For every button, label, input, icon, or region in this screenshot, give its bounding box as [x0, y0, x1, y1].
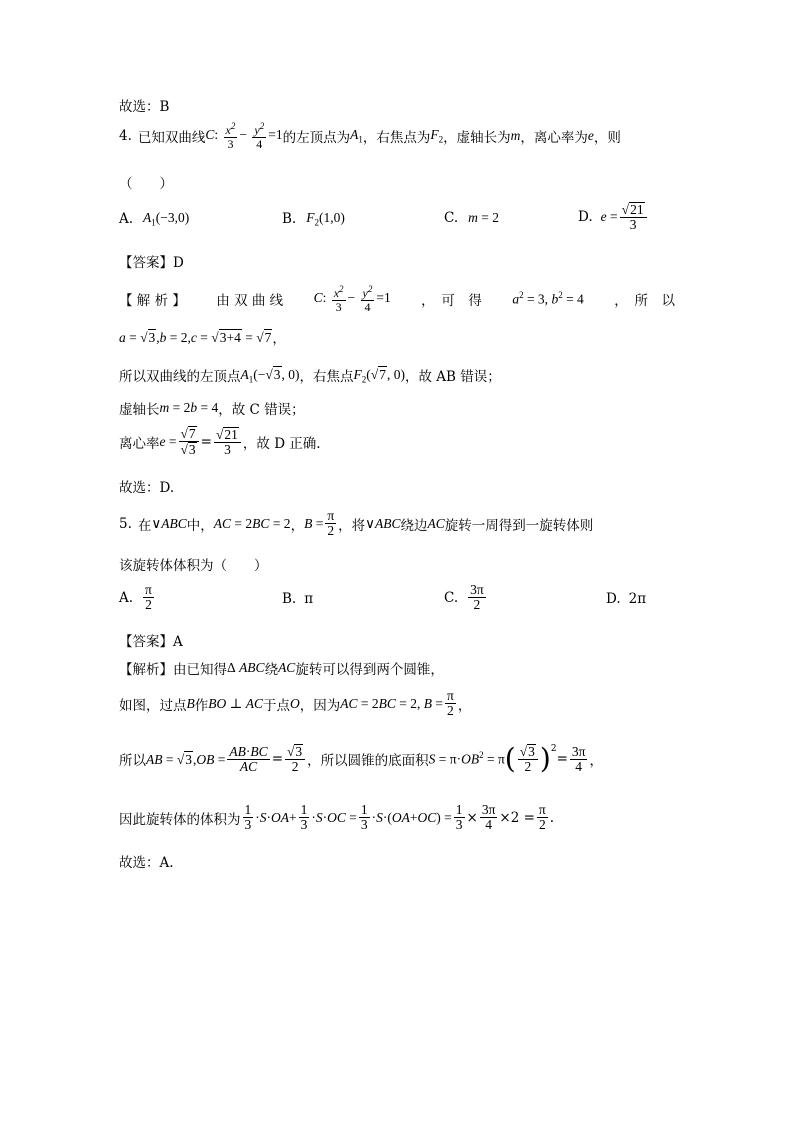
q4-analysis-text2: ， 可 得: [421, 293, 482, 310]
q5-given-frac: $\frac{\pi}{2}$: [447, 688, 454, 719]
q5-stem-mid1: 中，: [186, 517, 214, 534]
q5-number: 5.: [119, 515, 132, 532]
q5-option-b-value: π: [304, 591, 314, 607]
q4-d-correct-text: ，故 D 正确.: [242, 435, 321, 452]
q4-paren-text: （ ）: [119, 176, 173, 192]
q4-option-d: [578, 202, 649, 232]
q5-given-eq: AC = 2BC = 2, B =: [340, 695, 443, 711]
q5-analysis-line2: 如图，过点 B 作 BO ⊥ AC 于点 O ，因为 AC = 2BC = 2, B = $\frac{\pi}{2}$ ，: [119, 688, 472, 719]
q5-answer-text: 【答案】A: [119, 634, 183, 650]
q5-triangle1: ∨ABC: [151, 515, 187, 531]
q4-stem: [119, 122, 621, 150]
q4-stem-pre: 已知双曲线: [137, 130, 206, 147]
q5-b-eq: B =: [304, 515, 324, 531]
q4-stem-mid4: ，离心率为: [520, 130, 588, 147]
q4-hyperbola-eq: C: $\frac{x^2}{3}$ − $\frac{y^2}{4}$ =1: [205, 121, 283, 151]
q5-ac: AC: [427, 515, 445, 531]
q5-stem-mid4: 绕边: [400, 517, 428, 534]
q5-ac-eq: AC = 2BC = 2: [213, 515, 291, 531]
q4-m: m: [510, 128, 521, 144]
q4-a1: $A_1$: [350, 127, 363, 145]
q5-option-c-label: C.: [444, 589, 459, 606]
q4-analysis-text1: 由 双 曲 线: [216, 293, 284, 310]
q4-stem-mid2: ，右焦点为: [362, 130, 431, 147]
q5-conclusion: [119, 851, 174, 871]
q3-conclusion-text: 故选：B: [119, 99, 170, 115]
q5-option-c: [444, 583, 488, 612]
q4-analysis-label: 【 解 析 】: [119, 293, 186, 310]
q5-vol-result: $\frac{\pi}{2}$: [538, 802, 546, 833]
q4-option-b-value: $F_2(1,0)$: [306, 210, 345, 228]
q4-imag-axis-math: m = 2b = 4: [159, 400, 219, 415]
q4-abc-values: a = √ 3 ,b = 2,c = √ 3+4 = √ 7: [119, 329, 272, 345]
q4-analysis-eq: C: $\frac{x^2}{3}$ − $\frac{y^2}{4}$ =1: [313, 284, 391, 314]
q5-vol-term2: ·S·OC =: [311, 809, 357, 825]
q5-analysis-line3: 所以 AB = √ 3 ,OB = $\frac{AB\cdot BC}{AC}$ = √ 3 2 ，所以圆锥的底面积 $S = \pi\cdot OB^2 = \pi$ ( √ 3 2 ) $^2$ = $\frac{3\pi}{4}$ ，: [119, 742, 603, 776]
q5-ab-ob: AB = √ 3 ,OB =: [146, 751, 226, 767]
q4-right-focus-text: ，右焦点: [299, 369, 354, 385]
q4-answer: [119, 251, 184, 271]
q5-bo-perp: BO ⊥ AC: [208, 695, 263, 711]
q5-option-b: [282, 591, 313, 607]
q5-line2-mid1: 作: [194, 697, 209, 714]
q5-option-d-label: D.: [606, 591, 621, 607]
q5-line3-pre: 所以: [119, 753, 146, 770]
q5-conclusion-text: 故选：A.: [119, 855, 174, 871]
q5-area-eq: $S = \pi\cdot OB^2 = \pi$: [428, 750, 505, 767]
q5-line3-mid: ，所以圆锥的底面积: [307, 753, 429, 770]
q4-analysis-ab: $a^2 = 3$, $b^2 = 4$: [512, 290, 584, 307]
q4-analysis-line4: [119, 398, 305, 418]
q5-vol-term1: ·S·OA+: [255, 809, 297, 825]
q5-stem-mid3: ，将: [338, 517, 366, 534]
q4-analysis-line2: a = √ 3 ,b = 2,c = √ 3+4 = √ 7 ，: [119, 329, 286, 347]
q4-analysis-text3: ， 所 以: [614, 293, 675, 310]
q4-imag-axis-text: 虚轴长: [119, 402, 160, 418]
q4-option-b-label: B.: [282, 210, 297, 227]
q4-e: e: [587, 128, 594, 144]
q5-option-a-label: A.: [119, 589, 134, 606]
q4-analysis-line3: [119, 365, 501, 385]
q4-left-vertex-text: 所以双曲线的左顶点: [119, 369, 241, 385]
q5-line2-pre: 如图，过点: [119, 697, 187, 714]
q5-line2-mid3: ，因为: [299, 697, 341, 714]
q4-option-c-label: C.: [444, 210, 459, 226]
q5-vol-frac2: $\frac{1}{3}$: [300, 802, 308, 833]
q5-analysis-line1-mid: 绕: [264, 662, 279, 678]
q5-analysis-line1-pre: 【解析】由已知得: [119, 662, 227, 678]
q4-ecc-frac2: √ 21 3: [214, 427, 241, 457]
q4-option-d-label: D.: [578, 209, 593, 226]
q4-analysis-line5: 离心率 e = √ 7 √ 3 = √ 21 3 ，故 D 正确.: [119, 426, 321, 458]
q4-c-wrong-text: ，故 C 错误；: [218, 402, 305, 418]
q5-ob-value: √ 3 2: [285, 744, 305, 774]
q5-vol-frac4: $\frac{1}{3}$: [455, 802, 463, 833]
q4-left-vertex-math: $A_1(-$ √ 3 , 0): [240, 366, 300, 385]
q5-analysis-ac: AC: [278, 660, 296, 675]
q5-stem-mid2: ，: [290, 517, 305, 534]
q3-conclusion: [119, 95, 169, 115]
q5-b-frac: $\frac{\pi}{2}$: [327, 508, 335, 539]
q5-stem-line2: [119, 554, 268, 574]
q5-analysis-line4: 因此旋转体的体积为 $\frac{1}{3}$ ·S·OA+ $\frac{1}{3}$ ·S·OC = $\frac{1}{3}$ ·S·(OA+OC) = $\frac{1}{3}$ × $\frac{3\pi}{4}$ ×2 = $\frac{\pi}{2}$ .: [119, 802, 555, 833]
q5-stem-end: 旋转一周得到一旋转体则: [444, 517, 594, 534]
q5-ob-frac: $\frac{AB\cdot BC}{AC}$: [229, 743, 268, 774]
q5-analysis-line1: [119, 658, 444, 678]
q4-ecc-math: e =: [159, 433, 177, 449]
q4-f2: $F_2$: [430, 127, 444, 145]
q5-point-o: O: [289, 695, 300, 711]
q4-ecc-frac1: √ 7 √ 3: [179, 426, 199, 457]
q5-analysis-line1-end: 旋转可以得到两个圆锥，: [295, 662, 444, 678]
q4-option-a: [119, 210, 189, 228]
q5-point-b: B: [186, 695, 195, 711]
q4-analysis-line1: [119, 285, 675, 313]
q5-vol-frac1: $\frac{1}{3}$: [244, 802, 252, 833]
q5-line2-mid2: 于点: [262, 697, 290, 714]
q5-option-d: [606, 591, 646, 607]
q5-option-d-value: 2π: [628, 591, 647, 607]
q5-option-c-frac: $\frac{3\pi}{2}$: [470, 582, 484, 613]
q5-line4-pre: 因此旋转体的体积为: [119, 811, 241, 828]
q4-option-c: [444, 210, 499, 226]
q4-conclusion: [119, 476, 174, 496]
q4-option-d-frac: √ 21 3: [620, 202, 647, 232]
q4-conclusion-text: 故选：D.: [119, 480, 175, 496]
q5-stem: [119, 509, 593, 538]
q5-option-b-label: B.: [282, 591, 297, 607]
q4-stem-mid3: ，虚轴长为: [443, 130, 511, 147]
q5-vol-frac5: $\frac{3\pi}{4}$: [481, 802, 496, 833]
q4-option-a-value: $A_1(-3,0)$: [143, 210, 190, 228]
q4-option-c-value: m = 2: [468, 210, 500, 225]
q4-ab-wrong-text: ，故 AB 错误；: [404, 369, 501, 385]
q5-stem-pre: 在: [137, 517, 152, 534]
q4-ecc-text: 离心率: [119, 435, 160, 452]
q4-answer-text: 【答案】D: [119, 255, 184, 271]
q4-option-d-value: e =: [600, 209, 618, 225]
q5-area-value: $\frac{3\pi}{4}$: [571, 743, 586, 774]
q5-stem-line2-text: 该旋转体体积为（ ）: [119, 558, 268, 574]
q4-right-focus-math: $F_2$( √ 7 , 0): [353, 366, 405, 385]
q4-option-a-label: A.: [119, 210, 134, 227]
q5-area-inner: √ 3 2: [518, 744, 538, 774]
q5-vol-frac3: $\frac{1}{3}$: [360, 802, 368, 833]
q5-analysis-triangle: Δ ABC: [227, 660, 265, 675]
q4-number: 4.: [119, 128, 132, 145]
q4-stem-end: ，则: [593, 130, 621, 147]
q5-vol-term3: ·S·(OA+OC) =: [371, 809, 452, 825]
q4-option-b: [282, 210, 345, 228]
q5-option-a: [119, 583, 156, 612]
q4-stem-mid1: 的左顶点为: [282, 130, 351, 147]
q5-option-a-frac: $\frac{\pi}{2}$: [145, 582, 152, 613]
q4-paren: [119, 172, 173, 192]
q5-answer: [119, 630, 183, 650]
q5-triangle2: ∨ABC: [365, 515, 401, 531]
